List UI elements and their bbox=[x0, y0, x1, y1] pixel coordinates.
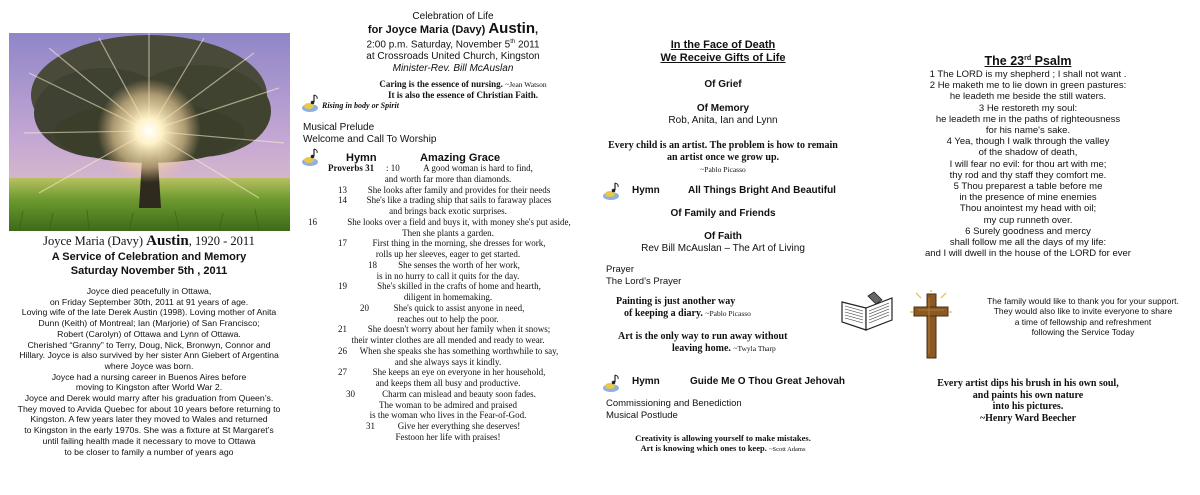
psalm-line: 5 Thou preparest a table before me bbox=[953, 181, 1103, 193]
proverbs-verse-line bbox=[298, 389, 598, 400]
gifts-title bbox=[598, 39, 848, 65]
rising-instruction: Rising in body or Spirit bbox=[322, 101, 399, 110]
verse-text: and keeps them all busy and productive. bbox=[375, 378, 521, 388]
proverbs-reading bbox=[298, 163, 598, 443]
obituary-line: on Friday September 30th, 2011 at 91 years of age. bbox=[49, 296, 249, 307]
music-note-icon bbox=[601, 180, 623, 202]
proverbs-verse-line bbox=[298, 421, 598, 432]
obituary-text bbox=[0, 286, 298, 457]
verse-text: and brings back exotic surprises. bbox=[389, 206, 507, 216]
musical-prelude: Musical Prelude bbox=[303, 122, 375, 133]
proverbs-verse-line bbox=[298, 206, 598, 217]
proverbs-verse-line bbox=[298, 335, 598, 346]
beecher-line: Every artist dips his brush in his own soul, bbox=[937, 378, 1119, 389]
verse-number: 20 bbox=[360, 302, 369, 313]
verse-number: 26 bbox=[338, 345, 347, 356]
tharp-quote bbox=[618, 331, 848, 355]
psalm-line: in the presence of mine enemies bbox=[959, 192, 1097, 204]
of-faith-block bbox=[598, 231, 848, 255]
psalm-line: shall follow me all the days of my life: bbox=[949, 237, 1107, 249]
place-line: at Crossroads United Church, Kingston bbox=[366, 51, 540, 63]
proverbs-verse-line bbox=[298, 367, 598, 378]
hymn2-title: All Things Bright And Beautiful bbox=[688, 185, 836, 196]
proverbs-verse-line bbox=[298, 260, 598, 271]
psalm-line: he leadeth me beside the still waters. bbox=[949, 91, 1107, 103]
proverbs-verse-line bbox=[298, 357, 598, 368]
proverbs-verse-line bbox=[298, 228, 598, 239]
hymn3-title: Guide Me O Thou Great Jehovah bbox=[690, 376, 846, 387]
obituary-line: until failing health made it necessary to move to Ottawa bbox=[42, 435, 256, 446]
verse-text: rolls up her sleeves, eager to get started. bbox=[375, 249, 521, 259]
adams-line1: Creativity is allowing yourself to make mistakes. bbox=[635, 433, 811, 443]
psalm-line: my cup runneth over. bbox=[983, 214, 1073, 226]
deceased-name-heading bbox=[0, 233, 298, 250]
of-memory: Of Memory bbox=[696, 103, 750, 114]
wooden-cross-icon bbox=[910, 290, 952, 360]
hymn2-label: Hymn bbox=[632, 185, 660, 196]
proverbs-verse-line bbox=[298, 432, 598, 443]
panel-order-of-service bbox=[298, 0, 598, 495]
beecher-attr: ~Henry Ward Beecher bbox=[979, 412, 1077, 424]
verse-text: A good woman is hard to find, bbox=[423, 163, 533, 173]
panel-gifts-of-life bbox=[598, 0, 898, 495]
obituary-line: They moved to Arvida Quebec for about 10 years before returning to bbox=[17, 403, 281, 414]
lords-prayer: The Lord’s Prayer bbox=[606, 276, 682, 287]
verse-text: The woman to be admired and praised bbox=[379, 399, 517, 410]
proverbs-verse-line bbox=[298, 410, 598, 421]
picasso2-line2: of keeping a diary. bbox=[624, 308, 703, 319]
picasso1-line2: an artist once we grow up. bbox=[666, 152, 780, 163]
picasso2-line1: Painting is just another way bbox=[616, 296, 736, 307]
psalm-line: for his name's sake. bbox=[985, 125, 1071, 137]
verse-text: She keeps an eye on everyone in her household, bbox=[372, 367, 546, 378]
watson-quote-line1: Caring is the essence of nursing. bbox=[379, 79, 503, 89]
of-faith: Of Faith bbox=[704, 231, 742, 242]
obituary-line: to be closer to family a number of years ago bbox=[64, 446, 234, 457]
verse-text: She looks over a field and buys it, with money she's put aside, bbox=[347, 216, 571, 227]
psalm-line: and I will dwell in the house of the LORD for ever bbox=[925, 248, 1131, 260]
verse-text: She doesn't worry about her family when it snows; bbox=[367, 324, 551, 335]
verse-number: 19 bbox=[338, 281, 347, 292]
verse-text: their winter clothes are all mended and ready to wear. bbox=[351, 335, 545, 345]
of-grief: Of Grief bbox=[704, 79, 742, 90]
of-family-friends: Of Family and Friends bbox=[670, 208, 776, 219]
of-memory-block bbox=[598, 103, 848, 127]
beecher-line: into his pictures. bbox=[992, 401, 1064, 412]
watson-attr: ~Jean Watson bbox=[505, 80, 547, 89]
psalm-line: 2 He maketh me to lie down in green pastures: bbox=[929, 80, 1127, 92]
verse-text: She's quick to assist anyone in need, bbox=[393, 302, 525, 313]
tharp-line2: leaving home. bbox=[672, 343, 731, 354]
proverbs-verse-line bbox=[298, 281, 598, 292]
obituary-line: to Kingston in the early 1970s. She was a fixture at St Margaret’s bbox=[24, 425, 274, 436]
obituary-line: Joyce and Derek would marry after his graduation from Queen’s. bbox=[24, 393, 274, 404]
obituary-line: Hillary. Joyce is also survived by her sister Ann Giebert of Argentina bbox=[19, 350, 279, 361]
panel-psalm bbox=[898, 0, 1200, 495]
proverbs-verse-line bbox=[298, 185, 598, 196]
verse-number: 31 bbox=[366, 421, 375, 431]
celebration-for-line bbox=[338, 20, 568, 37]
psalm-line: 4 Yea, though I walk through the valley bbox=[946, 136, 1110, 148]
thanks-line: The family would like to thank you for your support. bbox=[987, 296, 1179, 306]
proverbs-verse-line bbox=[298, 249, 598, 260]
proverbs-verse-line bbox=[298, 400, 598, 411]
verse-text: is the woman who lives in the Fear-of-God. bbox=[369, 410, 527, 421]
beecher-line: and paints his own nature bbox=[972, 389, 1084, 401]
for-surname: Austin bbox=[488, 20, 536, 37]
verse-text: is in no hurry to call it quits for the day. bbox=[376, 270, 520, 281]
tree-sunburst-photo bbox=[9, 33, 290, 231]
hymn1-title: Amazing Grace bbox=[420, 152, 501, 164]
proverbs-verse-line bbox=[298, 217, 598, 228]
service-title-block bbox=[0, 250, 298, 278]
closing-block bbox=[606, 398, 742, 422]
verse-text: She's skilled in the crafts of home and hearth, bbox=[377, 281, 541, 292]
proverbs-verse-line bbox=[298, 195, 598, 206]
hymn1-label: Hymn bbox=[346, 152, 377, 164]
faith-sermon: Rev Bill McAuslan – The Art of Living bbox=[641, 243, 805, 254]
proverbs-verse-line bbox=[298, 324, 598, 335]
verse-text: diligent in homemaking. bbox=[403, 292, 493, 302]
prayer-block bbox=[606, 264, 681, 288]
obituary-line: Robert (Carolyn) of Ottawa and Lynn of Ottawa. bbox=[57, 328, 241, 339]
proverbs-verse-line bbox=[298, 238, 598, 249]
psalm-title-post: Psalm bbox=[1031, 54, 1072, 68]
prayer: Prayer bbox=[606, 264, 634, 275]
verse-number: 17 bbox=[338, 238, 347, 249]
proverbs-verse-line bbox=[298, 292, 598, 303]
minister-line: Minister-Rev. Bill McAuslan bbox=[392, 63, 514, 75]
proverbs-verse-line bbox=[298, 378, 598, 389]
hymn3-label: Hymn bbox=[632, 376, 660, 387]
adams-quote bbox=[598, 433, 848, 455]
beecher-quote bbox=[898, 378, 1158, 424]
watson-quote-line2: It is also the essence of Christian Faith. bbox=[388, 90, 538, 100]
obituary-line: Loving wife of the late Derek Austin (1998). Loving mother of Anita bbox=[21, 307, 277, 318]
obituary-line: Kingston. A few years later they moved to Wales and returned bbox=[30, 414, 268, 425]
verse-text: Give her everything she deserves! bbox=[397, 421, 521, 431]
verse-number: : 10 bbox=[386, 163, 400, 173]
psalm-text bbox=[898, 69, 1158, 259]
service-title: A Service of Celebration and Memory bbox=[51, 251, 247, 263]
obituary-line: Cherished “Granny” to Terry, Doug, Nick, Bronwyn, Connor and bbox=[27, 339, 271, 350]
for-suffix: , bbox=[535, 24, 539, 36]
memory-names: Rob, Anita, Ian and Lynn bbox=[668, 115, 778, 126]
beecher-quote-lines bbox=[898, 378, 1158, 413]
proverbs-verse-line bbox=[298, 346, 598, 357]
tharp-attr: ~Twyla Tharp bbox=[733, 344, 776, 353]
verse-text: She looks after family and provides for their needs bbox=[367, 184, 551, 195]
thank-you-note bbox=[966, 296, 1200, 337]
verse-text: First thing in the morning, she dresses for work, bbox=[372, 238, 546, 249]
obituary-line: Joyce died peacefully in Ottawa, bbox=[86, 286, 212, 296]
psalm-line: 6 Surely goodness and mercy bbox=[965, 225, 1091, 237]
commissioning-benediction: Commissioning and Benediction bbox=[606, 398, 742, 409]
thanks-line: a time of fellowship and refreshment bbox=[1014, 316, 1152, 327]
psalm-title bbox=[898, 54, 1158, 68]
celebration-header bbox=[338, 11, 568, 75]
celebration-title: Celebration of Life bbox=[412, 11, 494, 22]
verse-number: 30 bbox=[346, 388, 355, 399]
prelude-block bbox=[303, 122, 436, 146]
verse-text: She senses the worth of her work, bbox=[398, 259, 520, 270]
tharp-line1: Art is the only way to run away without bbox=[618, 331, 788, 342]
name-years: , 1920 - 2011 bbox=[188, 234, 255, 248]
thanks-line: following the Service Today bbox=[1031, 326, 1135, 337]
verse-number: 27 bbox=[338, 367, 347, 378]
picasso2-attr: ~Pablo Picasso bbox=[705, 309, 751, 318]
verse-text: Then she plants a garden. bbox=[402, 227, 494, 238]
watson-quote bbox=[328, 79, 598, 101]
verse-text: and she always says it kindly. bbox=[394, 356, 502, 367]
obituary-line: Dunn (Keith) of Montreal; Ian (Marjorie) of San Francisco; bbox=[38, 318, 260, 329]
welcome-call: Welcome and Call To Worship bbox=[303, 134, 437, 145]
psalm-title-pre: The 23 bbox=[984, 54, 1025, 68]
proverbs-verse-line bbox=[298, 174, 598, 185]
psalm-line: thy rod and thy staff they comfort me. bbox=[949, 169, 1107, 181]
music-note-icon bbox=[601, 372, 623, 394]
verse-text: When she speaks she has something worthwhile to say, bbox=[359, 345, 559, 356]
psalm-line: Thou anointest my head with oil; bbox=[959, 203, 1097, 215]
thanks-line: They would also like to invite everyone to share bbox=[993, 306, 1173, 317]
service-date: Saturday November 5th , 2011 bbox=[70, 265, 228, 277]
psalm-line: I will fear no evil: for thou art with me; bbox=[949, 158, 1107, 170]
psalm-title-sup: rd bbox=[1024, 54, 1032, 62]
adams-line2: Art is knowing which ones to keep. bbox=[640, 443, 767, 453]
verse-number: 18 bbox=[368, 259, 377, 270]
adams-attr: ~Scott Adams bbox=[768, 446, 806, 453]
psalm-line: he leadeth me in the paths of righteousness bbox=[935, 113, 1121, 125]
verse-text: She's like a trading ship that sails to faraway places bbox=[366, 195, 552, 206]
verse-number: 13 bbox=[338, 184, 347, 195]
gifts-title-line2: We Receive Gifts of Life bbox=[660, 52, 786, 64]
obituary-line: Joyce had a nursing career in Buenos Aires before bbox=[51, 371, 247, 382]
name-surname: Austin bbox=[146, 233, 189, 249]
proverbs-verse-line bbox=[298, 314, 598, 325]
obituary-line: moving to Kingston after World War 2. bbox=[75, 382, 223, 393]
verse-text: and worth far more than diamonds. bbox=[384, 173, 512, 184]
psalm-line: 3 He restoreth my soul: bbox=[978, 102, 1078, 114]
picasso1-line1: Every child is an artist. The problem is how to remain bbox=[608, 140, 838, 151]
proverbs-verse-line bbox=[298, 271, 598, 282]
verse-number: 14 bbox=[338, 195, 347, 206]
proverbs-verse-line bbox=[298, 303, 598, 314]
picasso1-attr: ~Pablo Picasso bbox=[700, 165, 746, 174]
for-prefix: for Joyce Maria (Davy) bbox=[367, 24, 489, 36]
proverbs-ref: Proverbs 31 bbox=[328, 163, 375, 173]
verse-text: Charm can mislead and beauty soon fades. bbox=[382, 388, 536, 399]
panel-obituary bbox=[0, 0, 298, 495]
verse-text: Festoon her life with praises! bbox=[395, 431, 501, 442]
obituary-line: where Joyce was born. bbox=[104, 360, 194, 371]
picasso-quote-2 bbox=[610, 296, 840, 320]
name-prefix: Joyce Maria (Davy) bbox=[43, 234, 147, 248]
verse-text: reaches out to help the poor. bbox=[397, 313, 499, 324]
music-note-icon bbox=[300, 92, 322, 114]
verse-number: 16 bbox=[308, 216, 317, 227]
psalm-line: 1 The LORD is my shepherd ; I shall not want . bbox=[929, 69, 1127, 80]
psalm-line: of the shadow of death, bbox=[978, 147, 1078, 159]
open-bible-icon bbox=[838, 290, 896, 332]
gifts-title-line1: In the Face of Death bbox=[670, 39, 776, 51]
picasso-quote-1 bbox=[598, 140, 848, 176]
proverbs-verse-line bbox=[298, 163, 598, 174]
verse-number: 21 bbox=[338, 324, 347, 335]
time-line: 2:00 p.m. Saturday, November 5th 2011 bbox=[366, 39, 540, 51]
musical-postlude: Musical Postlude bbox=[606, 410, 678, 421]
